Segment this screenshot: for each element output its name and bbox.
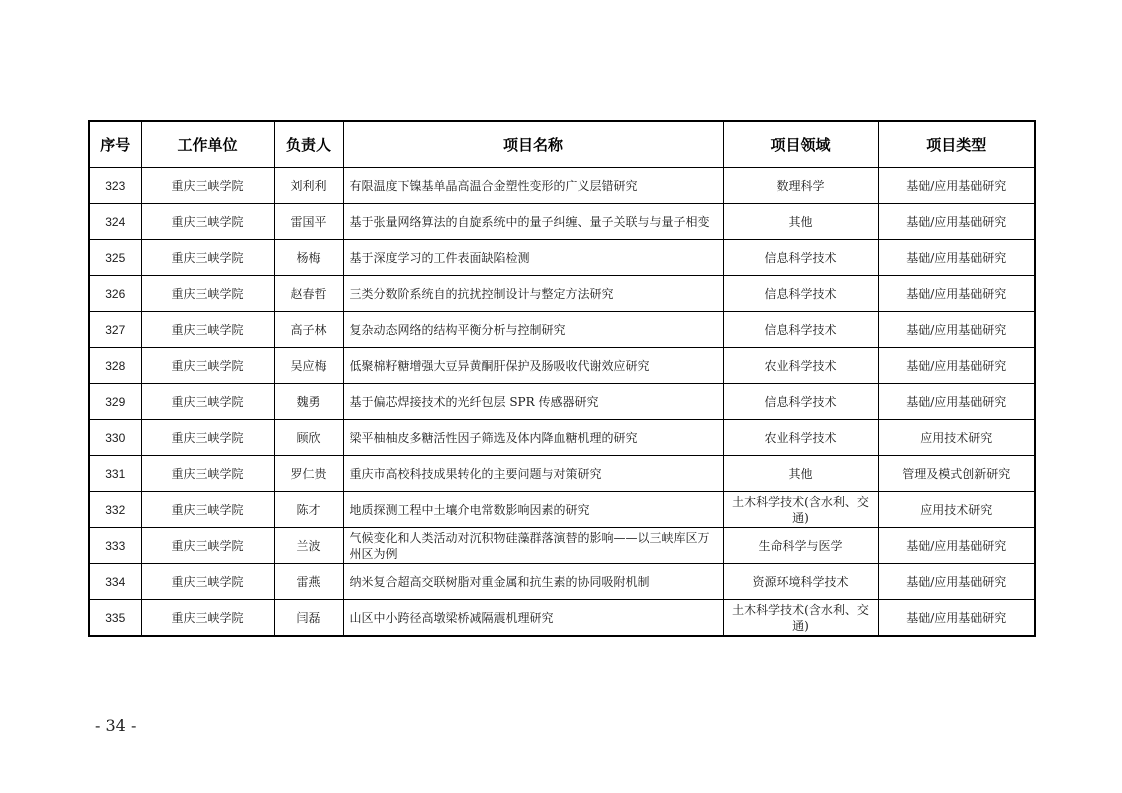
- row-person-in-charge: 刘利利: [274, 168, 343, 204]
- row-project-name: 地质探测工程中土壤介电常数影响因素的研究: [343, 492, 723, 528]
- row-work-unit: 重庆三峡学院: [141, 276, 274, 312]
- table-row: [89, 276, 1035, 312]
- row-project-type: 应用技术研究: [878, 420, 1035, 456]
- row-project-type: 基础/应用基础研究: [878, 168, 1035, 204]
- row-person-in-charge: 杨梅: [274, 240, 343, 276]
- row-work-unit: 重庆三峡学院: [141, 240, 274, 276]
- page-number: - 34 -: [95, 716, 137, 735]
- row-project-type: 基础/应用基础研究: [878, 276, 1035, 312]
- row-project-field: 数理科学: [723, 168, 878, 204]
- row-work-unit: 重庆三峡学院: [141, 204, 274, 240]
- row-work-unit: 重庆三峡学院: [141, 600, 274, 637]
- table-body: [89, 168, 1035, 637]
- row-project-field: 信息科学技术: [723, 384, 878, 420]
- table-row: [89, 348, 1035, 384]
- table-row: [89, 492, 1035, 528]
- row-project-field: 生命科学与医学: [723, 528, 878, 564]
- table-row: [89, 384, 1035, 420]
- row-project-name: 复杂动态网络的结构平衡分析与控制研究: [343, 312, 723, 348]
- row-project-name: 重庆市高校科技成果转化的主要问题与对策研究: [343, 456, 723, 492]
- row-work-unit: 重庆三峡学院: [141, 312, 274, 348]
- row-serial-number: 325: [89, 240, 141, 276]
- row-serial-number: 332: [89, 492, 141, 528]
- row-project-type: 管理及模式创新研究: [878, 456, 1035, 492]
- project-table: [88, 120, 1036, 637]
- row-serial-number: 323: [89, 168, 141, 204]
- row-project-field: 信息科学技术: [723, 312, 878, 348]
- row-serial-number: 334: [89, 564, 141, 600]
- row-person-in-charge: 魏勇: [274, 384, 343, 420]
- row-project-name: 山区中小跨径高墩梁桥减隔震机理研究: [343, 600, 723, 637]
- row-work-unit: 重庆三峡学院: [141, 420, 274, 456]
- row-serial-number: 327: [89, 312, 141, 348]
- table-row: [89, 564, 1035, 600]
- row-person-in-charge: 高子林: [274, 312, 343, 348]
- row-project-name: 基于深度学习的工件表面缺陷检测: [343, 240, 723, 276]
- table-header-row: [89, 121, 1035, 168]
- row-project-name: 基于偏芯焊接技术的光纤包层 SPR 传感器研究: [343, 384, 723, 420]
- row-work-unit: 重庆三峡学院: [141, 528, 274, 564]
- table-row: [89, 168, 1035, 204]
- row-work-unit: 重庆三峡学院: [141, 564, 274, 600]
- row-serial-number: 328: [89, 348, 141, 384]
- table-row: [89, 312, 1035, 348]
- row-project-name: 低聚棉籽糖增强大豆异黄酮肝保护及肠吸收代谢效应研究: [343, 348, 723, 384]
- row-project-field: 资源环境科学技术: [723, 564, 878, 600]
- header-serial-number: 序号: [89, 121, 141, 168]
- row-project-name: 气候变化和人类活动对沉积物硅藻群落演替的影响——以三峡库区万州区为例: [343, 528, 723, 564]
- row-person-in-charge: 雷国平: [274, 204, 343, 240]
- header-project-field: 项目领域: [723, 121, 878, 168]
- row-serial-number: 335: [89, 600, 141, 637]
- table-row: [89, 240, 1035, 276]
- row-project-type: 基础/应用基础研究: [878, 528, 1035, 564]
- header-project-type: 项目类型: [878, 121, 1035, 168]
- row-work-unit: 重庆三峡学院: [141, 492, 274, 528]
- row-project-type: 基础/应用基础研究: [878, 384, 1035, 420]
- row-person-in-charge: 陈才: [274, 492, 343, 528]
- row-project-field: 信息科学技术: [723, 276, 878, 312]
- row-project-type: 基础/应用基础研究: [878, 564, 1035, 600]
- row-serial-number: 333: [89, 528, 141, 564]
- header-work-unit: 工作单位: [141, 121, 274, 168]
- row-project-type: 应用技术研究: [878, 492, 1035, 528]
- row-person-in-charge: 罗仁贵: [274, 456, 343, 492]
- table-row: [89, 528, 1035, 564]
- row-serial-number: 331: [89, 456, 141, 492]
- row-work-unit: 重庆三峡学院: [141, 168, 274, 204]
- table-row: [89, 600, 1035, 637]
- row-project-name: 三类分数阶系统自的抗扰控制设计与整定方法研究: [343, 276, 723, 312]
- row-project-field: 信息科学技术: [723, 240, 878, 276]
- row-project-name: 有限温度下镍基单晶高温合金塑性变形的广义层错研究: [343, 168, 723, 204]
- table-row: [89, 420, 1035, 456]
- row-project-field: 农业科学技术: [723, 348, 878, 384]
- row-person-in-charge: 顾欣: [274, 420, 343, 456]
- row-serial-number: 324: [89, 204, 141, 240]
- row-project-field: 土木科学技术(含水利、交通): [723, 600, 878, 637]
- row-project-field: 土木科学技术(含水利、交通): [723, 492, 878, 528]
- table-row: [89, 456, 1035, 492]
- row-serial-number: 326: [89, 276, 141, 312]
- row-work-unit: 重庆三峡学院: [141, 456, 274, 492]
- row-project-type: 基础/应用基础研究: [878, 312, 1035, 348]
- row-project-field: 其他: [723, 456, 878, 492]
- row-project-name: 梁平柚柚皮多糖活性因子筛选及体内降血糖机理的研究: [343, 420, 723, 456]
- row-project-type: 基础/应用基础研究: [878, 240, 1035, 276]
- row-work-unit: 重庆三峡学院: [141, 348, 274, 384]
- row-work-unit: 重庆三峡学院: [141, 384, 274, 420]
- row-person-in-charge: 兰波: [274, 528, 343, 564]
- row-person-in-charge: 闫磊: [274, 600, 343, 637]
- row-project-type: 基础/应用基础研究: [878, 204, 1035, 240]
- row-serial-number: 329: [89, 384, 141, 420]
- table-row: [89, 204, 1035, 240]
- row-project-field: 农业科学技术: [723, 420, 878, 456]
- row-serial-number: 330: [89, 420, 141, 456]
- row-project-field: 其他: [723, 204, 878, 240]
- header-person-in-charge: 负责人: [274, 121, 343, 168]
- row-person-in-charge: 吴应梅: [274, 348, 343, 384]
- row-project-name: 基于张量网络算法的自旋系统中的量子纠缠、量子关联与与量子相变: [343, 204, 723, 240]
- row-project-type: 基础/应用基础研究: [878, 600, 1035, 637]
- row-project-type: 基础/应用基础研究: [878, 348, 1035, 384]
- row-person-in-charge: 雷燕: [274, 564, 343, 600]
- row-project-name: 纳米复合超高交联树脂对重金属和抗生素的协同吸附机制: [343, 564, 723, 600]
- header-project-name: 项目名称: [343, 121, 723, 168]
- row-person-in-charge: 赵春哲: [274, 276, 343, 312]
